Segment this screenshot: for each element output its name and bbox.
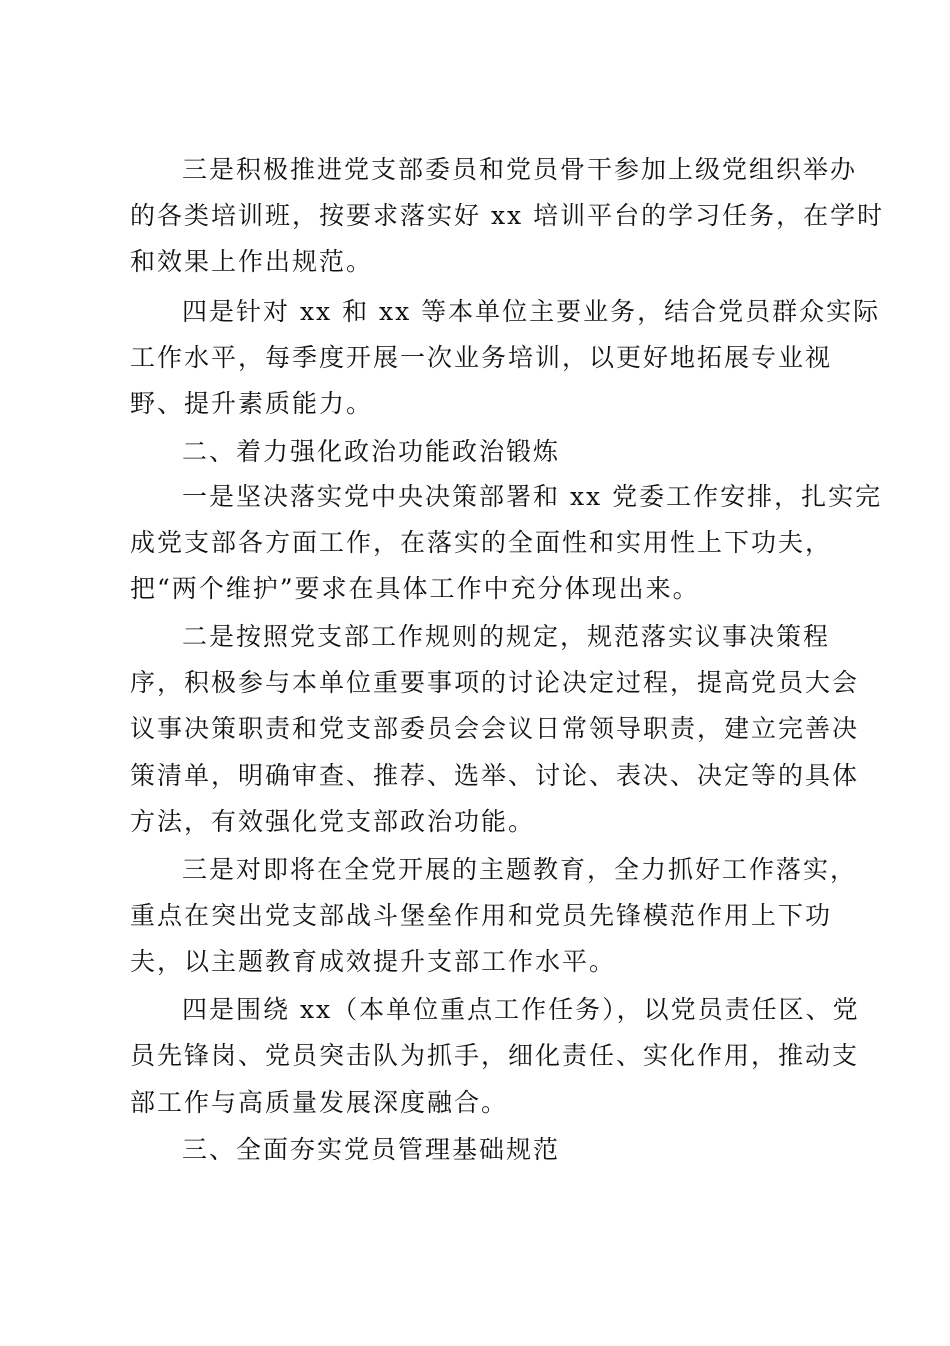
section-heading: 二、着力强化政治功能政治锻炼 [182, 437, 561, 466]
paragraph-line: 三是积极推进党支部委员和党员骨干参加上级党组织举办 [182, 155, 858, 184]
paragraph-line: 重点在突出党支部战斗堡垒作用和党员先锋模范作用上下功 [130, 901, 833, 930]
paragraph-line: 议事决策职责和党支部委员会会议日常领导职责，建立完善决 [130, 714, 860, 743]
paragraph-line: 野、提升素质能力。 [130, 389, 374, 418]
section-heading: 三、全面夯实党员管理基础规范 [182, 1135, 561, 1164]
paragraph-line: 员先锋岗、党员突击队为抓手，细化责任、实化作用，推动支 [130, 1041, 860, 1070]
paragraph-line: 序，积极参与本单位重要事项的讨论决定过程，提高党员大会 [130, 668, 860, 697]
paragraph-line: 一是坚决落实党中央决策部署和 xx 党委工作安排，扎实完 [182, 482, 883, 511]
paragraph-line: 二是按照党支部工作规则的规定，规范落实议事决策程 [182, 622, 831, 651]
paragraph-line: 四是针对 xx 和 xx 等本单位主要业务，结合党员群众实际 [182, 297, 881, 326]
paragraph-line: 把“两个维护”要求在具体工作中充分体现出来。 [130, 574, 700, 603]
paragraph-line: 夫，以主题教育成效提升支部工作水平。 [130, 947, 617, 976]
paragraph-line: 工作水平，每季度开展一次业务培训，以更好地拓展专业视 [130, 343, 833, 372]
paragraph-line: 方法，有效强化党支部政治功能。 [130, 807, 536, 836]
paragraph-line: 的各类培训班，按要求落实好 xx 培训平台的学习任务，在学时 [130, 201, 885, 230]
paragraph-line: 三是对即将在全党开展的主题教育，全力抓好工作落实， [182, 855, 858, 884]
paragraph-line: 策清单，明确审查、推荐、选举、讨论、表决、决定等的具体 [130, 761, 860, 790]
paragraph-line: 四是围绕 xx（本单位重点工作任务），以党员责任区、党 [182, 995, 860, 1024]
paragraph-line: 和效果上作出规范。 [130, 247, 374, 276]
paragraph-line: 部工作与高质量发展深度融合。 [130, 1088, 509, 1117]
paragraph-line: 成党支部各方面工作，在落实的全面性和实用性上下功夫， [130, 528, 833, 557]
